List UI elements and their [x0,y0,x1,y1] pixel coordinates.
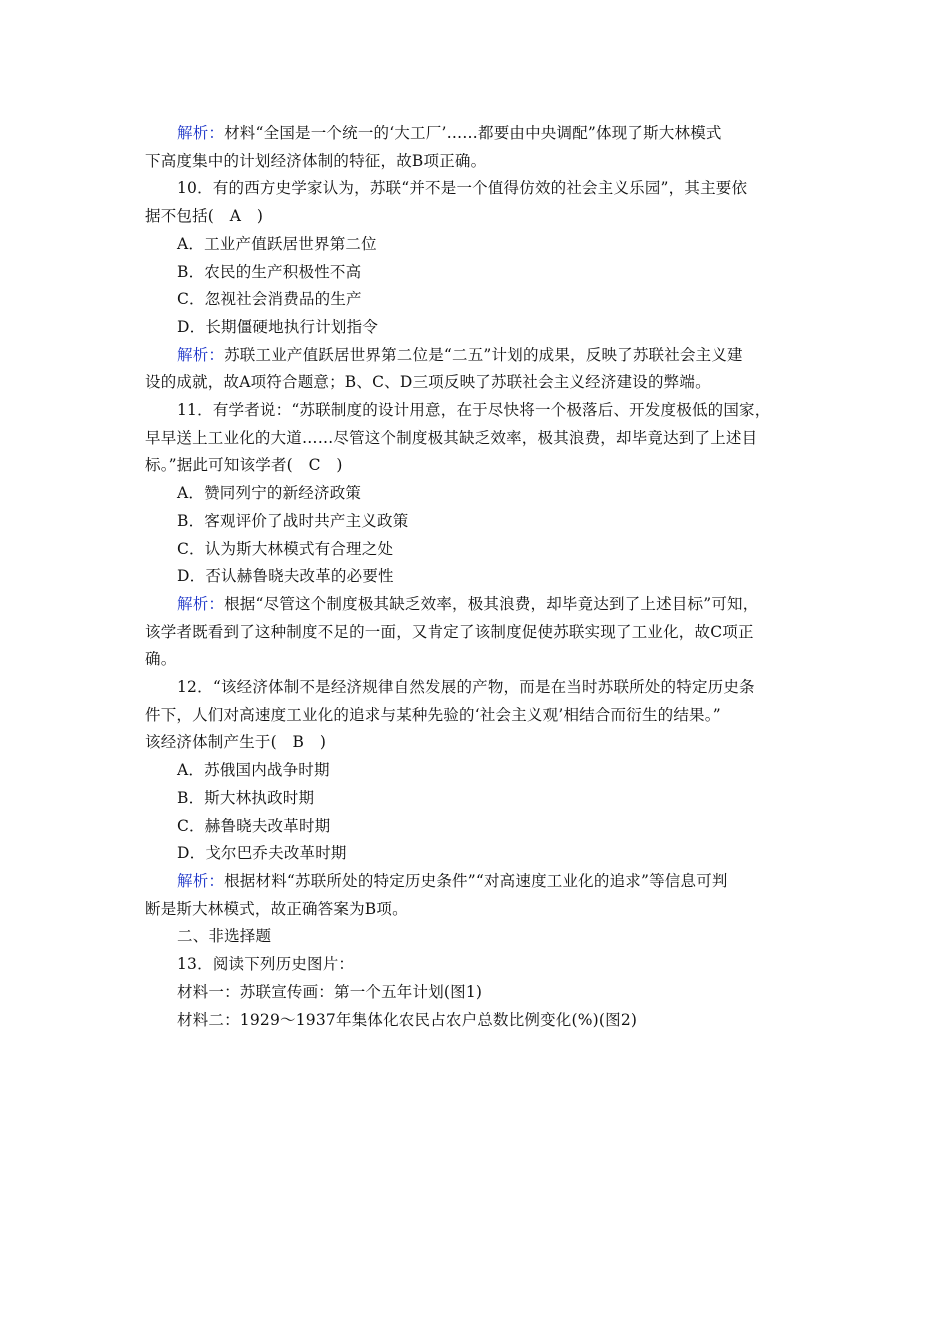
option-d: D．否认赫鲁晓夫改革的必要性 [177,567,394,586]
option-c: C．忽视社会消费品的生产 [177,290,362,309]
option-c: C．认为斯大林模式有合理之处 [177,539,394,558]
option-d: D．戈尔巴乔夫改革时期 [177,844,347,863]
analysis-line: 设的成就，故A项符合题意；B、C、D三项反映了苏联社会主义经济建设的弊端。 [145,373,711,392]
question-stem: 标。”据此可知该学者( C ) [145,456,343,475]
option-a: A．工业产值跃居世界第二位 [177,234,377,253]
option-a: A．赞同列宁的新经济政策 [177,484,362,503]
analysis-label: 解析： [177,594,225,613]
question-stem: 11．有学者说：“苏联制度的设计用意，在于尽快将一个极落后、开发度极低的国家， [177,401,771,420]
analysis-text: 材料“全国是一个统一的‘大工厂’……都要由中央调配”体现了斯大林模式 [224,124,722,142]
section-heading: 二、非选择题 [177,927,272,946]
question-stem: 据不包括( A ) [145,207,264,226]
analysis-text: 根据“尽管这个制度极其缺乏效率，极其浪费，却毕竟达到了上述目标”可知， [224,594,759,613]
analysis-label: 解析： [177,345,225,364]
analysis-line: 下高度集中的计划经济体制的特征，故B项正确。 [145,151,487,170]
option-b: B．斯大林执政时期 [177,788,315,807]
analysis-label: 解析： [177,124,225,142]
question-stem: 13．阅读下列历史图片： [177,955,355,974]
analysis-line [145,120,810,148]
analysis-line: 该学者既看到了这种制度不足的一面，又肯定了该制度促使苏联实现了工业化，故C项正 [145,622,754,641]
option-d: D．长期僵硬地执行计划指令 [177,317,379,336]
question-stem: 12．“该经济体制不是经济规律自然发展的产物，而是在当时苏联所处的特定历史条 [177,678,755,697]
option-b: B．客观评价了战时共产主义政策 [177,511,409,530]
analysis-line [145,868,810,896]
question-stem: 件下，人们对高速度工业化的追求与某种先验的‘社会主义观’相结合而衍生的结果。” [145,705,721,724]
option-b: B．农民的生产积极性不高 [177,262,362,281]
material-one: 材料一：苏联宣传画：第一个五年计划(图1) [177,982,483,1001]
analysis-text: 根据材料“苏联所处的特定历史条件”“对高速度工业化的追求”等信息可判 [224,871,728,890]
material-two: 材料二：1929～1937年集体化农民占农户总数比例变化(%)(图2) [177,1010,638,1029]
analysis-label: 解析： [177,871,225,890]
option-a: A．苏俄国内战争时期 [177,761,330,780]
document-page [145,120,810,1034]
analysis-line [145,591,810,619]
analysis-line: 断是斯大林模式，故正确答案为B项。 [145,899,408,918]
analysis-line: 确。 [145,650,177,669]
question-stem: 该经济体制产生于( B ) [145,733,327,752]
question-stem: 早早送上工业化的大道……尽管这个制度极其缺乏效率，极其浪费，却毕竟达到了上述目 [145,428,758,447]
analysis-text: 苏联工业产值跃居世界第二位是“二五”计划的成果，反映了苏联社会主义建 [224,345,743,364]
question-stem: 10．有的西方史学家认为，苏联“并不是一个值得仿效的社会主义乐园”，其主要依 [177,179,748,198]
analysis-line [145,342,810,370]
option-c: C．赫鲁晓夫改革时期 [177,816,331,835]
